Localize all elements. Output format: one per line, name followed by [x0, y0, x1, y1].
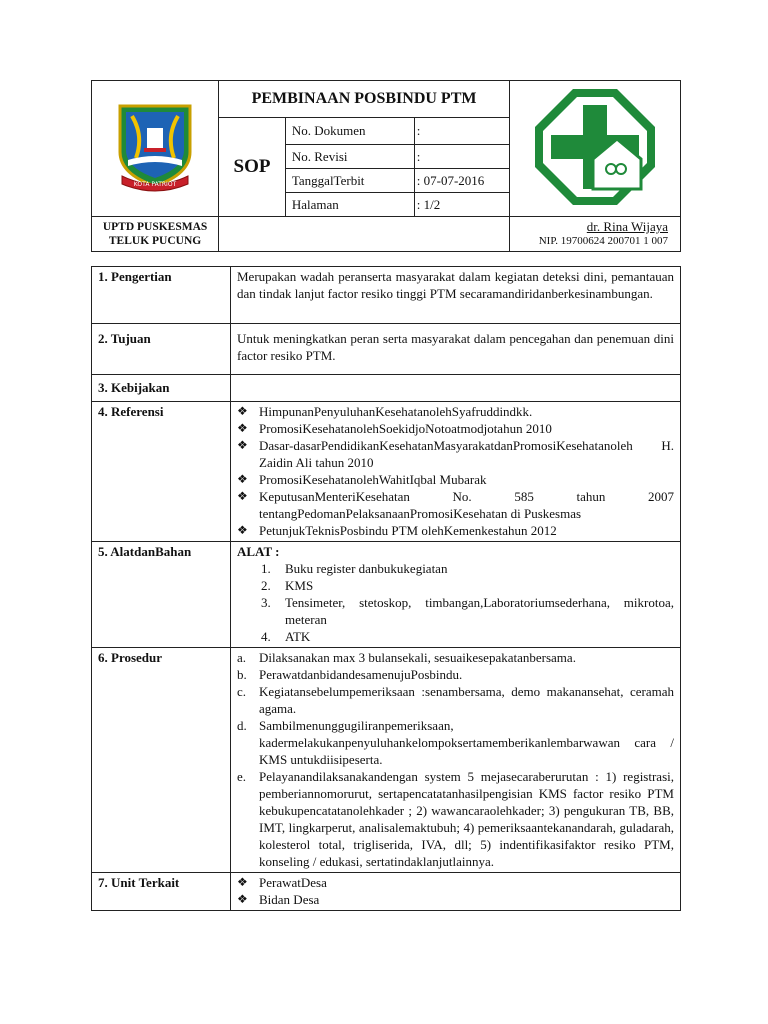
diamond-bullet-icon: ❖: [237, 438, 248, 452]
list-item: b. PerawatdanbidandesamenujuPosbindu.: [237, 667, 463, 682]
section-label: 7. Unit Terkait: [92, 873, 231, 911]
diamond-bullet-icon: ❖: [237, 875, 248, 889]
section-row: [92, 648, 681, 873]
organization-line-2: TELUK PUCUNG: [108, 235, 202, 247]
section-text: [231, 375, 681, 402]
diamond-bullet-icon: ❖: [237, 892, 248, 906]
list-item: ❖ KeputusanMenteriKesehatan No. 585 tahun 2007 tentangPedomanPelaksanaanPromosiKesehatan di Puskesmas: [237, 489, 674, 521]
list-item: 3. Tensimeter, stetoskop, timbangan,Laboratoriumsederhana, mikrotoa, meteran: [261, 595, 674, 627]
meta-label: TanggalTerbit: [285, 169, 414, 193]
tools-list: [237, 560, 674, 645]
list-item: ❖ Bidan Desa: [237, 892, 320, 907]
list-item: ❖ PerawatDesa: [237, 875, 327, 890]
section-label: 5. AlatdanBahan: [92, 542, 231, 648]
organization-name: [92, 217, 219, 252]
section-row: [92, 542, 681, 648]
diamond-bullet-icon: ❖: [237, 421, 248, 435]
section-label: 1. Pengertian: [92, 267, 231, 324]
diamond-bullet-icon: ❖: [237, 472, 248, 486]
meta-value: : 07-07-2016: [414, 169, 509, 193]
unit-list-cell: [231, 873, 681, 911]
section-label: 6. Prosedur: [92, 648, 231, 873]
list-item: 2. KMS: [261, 578, 314, 593]
list-item: ❖ Dasar-dasarPendidikanKesehatanMasyarakatdanPromosiKesehatanoleh H. Zaidin Ali tahun 2010: [237, 438, 674, 470]
list-item: 1. Buku register danbukukegiatan: [261, 561, 448, 576]
diamond-bullet-icon: ❖: [237, 523, 248, 537]
tools-cell: [231, 542, 681, 648]
section-row: [92, 873, 681, 911]
section-row: [92, 267, 681, 324]
section-label: 2. Tujuan: [92, 324, 231, 375]
sop-label: SOP: [219, 118, 286, 217]
reference-list-cell: [231, 402, 681, 542]
diamond-bullet-icon: ❖: [237, 489, 248, 503]
list-item: 4. ATK: [261, 629, 311, 644]
section-text: Merupakan wadah peranserta masyarakat dalam kegiatan deteksi dini, pemantauan dan tindak lanjut factor resiko tinggi PTM secaramandiridanberkesinambungan.: [231, 267, 681, 324]
unit-list: [231, 874, 674, 908]
regional-emblem-icon: [114, 100, 196, 194]
meta-label: No. Dokumen: [285, 118, 414, 145]
regional-logo-cell: [92, 81, 219, 217]
list-item: ❖ PromosiKesehatanolehWahitIqbal Mubarak: [237, 472, 487, 487]
emblem-banner-text: KOTA PATRIOT: [133, 180, 177, 188]
section-row: [92, 324, 681, 375]
tools-heading: ALAT :: [237, 544, 280, 559]
reference-list: [231, 403, 674, 539]
section-label: 3. Kebijakan: [92, 375, 231, 402]
organization-line-1: UPTD PUSKESMAS: [102, 221, 208, 233]
meta-value: :: [414, 118, 509, 145]
meta-value: :: [414, 145, 509, 169]
list-item: c. Kegiatansebelumpemeriksaan :senambersama, demo makanansehat, ceramah agama.: [237, 684, 674, 716]
meta-label: Halaman: [285, 193, 414, 217]
meta-value: : 1/2: [414, 193, 509, 217]
meta-label: No. Revisi: [285, 145, 414, 169]
list-item: a. Dilaksanakan max 3 bulansekali, sesuaikesepakatanbersama.: [237, 650, 576, 665]
list-item: e. Pelayanandilaksanakandengan system 5 mejasecaraberurutan : 1) registrasi, pemberiannomorurut, sertapencatatanhasilpengisian KMS factor resiko PTM kebukupencatatanolehkader ; 2) wawancaraolehkader; 3) pengukuran TB, BB, IMT, lingkarperut, analisalemaktubuh; 4) pemeriksaantekanandarah, guladarah, kolesterol total, trigliserida, IVA, dll; 5) indentifikasifaktor resiko PTM, konseling / edukasi, sertatindaklanjutlainnya.: [237, 769, 674, 869]
puskesmas-logo-cell: [509, 81, 680, 217]
section-row: [92, 375, 681, 402]
signer-nip: NIP. 19700624 200701 1 007: [538, 235, 668, 247]
diamond-bullet-icon: ❖: [237, 404, 248, 418]
signer-name: dr. Rina Wijaya: [586, 219, 668, 234]
blank-cell: [219, 217, 510, 252]
list-item: ❖ HimpunanPenyuluhanKesehatanolehSyafruddindkk.: [237, 404, 533, 419]
sop-header-table: [91, 80, 681, 252]
section-row: [92, 402, 681, 542]
list-item: d. Sambilmenunggugiliranpemeriksaan, kadermelakukanpenyuluhankelompoksertamemberikanlembarwawan cara / KMS untukdiisipeserta.: [237, 718, 674, 767]
list-item: ❖ PromosiKesehatanolehSoekidjoNotoatmodjotahun 2010: [237, 421, 552, 436]
section-text: Untuk meningkatkan peran serta masyarakat dalam pencegahan dan penemuan dini factor resiko PTM.: [231, 324, 681, 375]
procedure-list: [237, 649, 674, 870]
puskesmas-logo-icon: [533, 87, 657, 207]
list-item: ❖ PetunjukTeknisPosbindu PTM olehKemenkestahun 2012: [237, 523, 557, 538]
document-title: PEMBINAAN POSBINDU PTM: [219, 81, 510, 118]
signature-block: [509, 217, 680, 252]
procedure-cell: [231, 648, 681, 873]
sop-content-table: [91, 266, 681, 911]
section-label: 4. Referensi: [92, 402, 231, 542]
